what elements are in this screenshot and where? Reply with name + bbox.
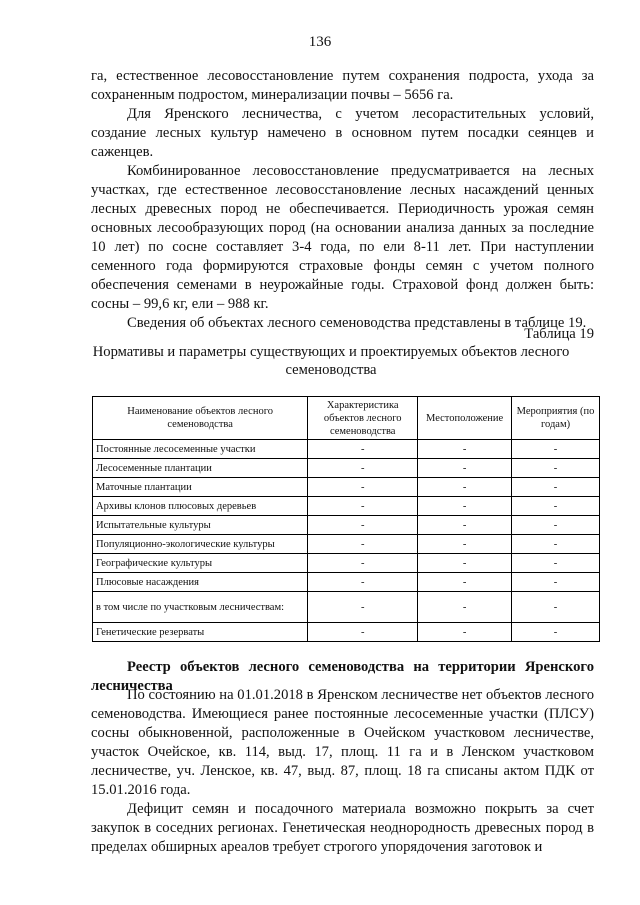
cell: - <box>418 623 512 642</box>
cell-name: Лесосеменные плантации <box>93 459 308 478</box>
cell: - <box>512 516 600 535</box>
body-text-top <box>91 67 594 333</box>
cell: - <box>418 459 512 478</box>
cell: - <box>512 440 600 459</box>
cell-name: Географические культуры <box>93 554 308 573</box>
cell: - <box>418 497 512 516</box>
cell: - <box>308 497 418 516</box>
header-name: Наименование объектов лесного семеноводства <box>93 397 308 440</box>
cell-name: Маточные плантации <box>93 478 308 497</box>
cell: - <box>308 623 418 642</box>
table-row <box>93 497 600 516</box>
table-row <box>93 554 600 573</box>
cell: - <box>418 516 512 535</box>
section-heading: Реестр объектов лесного семеноводства на территории Яренского лесничества <box>91 659 594 694</box>
cell-name: Популяционно-экологические культуры <box>93 535 308 554</box>
paragraph: Сведения об объектах лесного семеноводства представлены в таблице 19. <box>127 315 587 331</box>
cell: - <box>512 535 600 554</box>
paragraph: По состоянию на 01.01.2018 в Яренском лесничестве нет объектов лесного семеноводства. Имеющиеся ранее постоянные лесосеменные участки (ПЛСУ) сосны обыкновенной, расположенные в Очейском участковом лесничестве, участок Очейское, кв. 114, выд. 17, площ. 11 га и в Ленском участковом лесничестве, уч. Ленское, кв. 47, выд. 87, площ. 18 га списаны актом ПДК от 15.01.2016 года. <box>91 687 594 798</box>
cell: - <box>308 440 418 459</box>
table-row <box>93 459 600 478</box>
cell: - <box>418 440 512 459</box>
cell-name: Постоянные лесосеменные участки <box>93 440 308 459</box>
table-title: Нормативы и параметры существующих и проектируемых объектов лесного семеноводства <box>92 344 570 378</box>
cell: - <box>418 478 512 497</box>
cell: - <box>308 592 418 623</box>
cell: - <box>512 497 600 516</box>
cell: - <box>512 554 600 573</box>
table-row <box>93 440 600 459</box>
seed-objects-table <box>92 396 600 642</box>
table-header-row <box>93 397 600 440</box>
cell-name: Плюсовые насаждения <box>93 573 308 592</box>
cell: - <box>418 535 512 554</box>
paragraph: га, естественное лесовосстановление путем сохранения подроста, ухода за сохраненным подростом, минерализации почвы – 5656 га. <box>91 68 594 103</box>
page-number: 136 <box>308 34 332 50</box>
cell-name: Архивы клонов плюсовых деревьев <box>93 497 308 516</box>
body-text-bottom <box>91 686 594 857</box>
cell: - <box>418 573 512 592</box>
header-characteristics: Характеристика объектов лесного семеноводства <box>308 397 418 440</box>
table-row <box>93 516 600 535</box>
table-row <box>93 573 600 592</box>
cell-name: Генетические резерваты <box>93 623 308 642</box>
cell: - <box>512 623 600 642</box>
cell: - <box>512 573 600 592</box>
cell: - <box>308 459 418 478</box>
table-caption: Таблица 19 <box>524 326 594 342</box>
cell: - <box>418 554 512 573</box>
table-row <box>93 623 600 642</box>
table-row <box>93 478 600 497</box>
paragraph: Для Яренского лесничества, с учетом лесорастительных условий, создание лесных культур намечено в основном путем посадки сеянцев и саженцев. <box>91 106 594 160</box>
cell: - <box>308 554 418 573</box>
cell-name: Испытательные культуры <box>93 516 308 535</box>
cell: - <box>308 535 418 554</box>
cell: - <box>308 573 418 592</box>
paragraph: Дефицит семян и посадочного материала возможно покрыть за счет закупок в соседних регионах. Генетическая неоднородность древесных пород в пределах обширных ареалов требует строгого упорядочения заготовок и <box>91 801 594 855</box>
cell: - <box>512 592 600 623</box>
cell: - <box>512 459 600 478</box>
table-row <box>93 535 600 554</box>
cell: - <box>308 516 418 535</box>
cell: - <box>512 478 600 497</box>
cell: - <box>418 592 512 623</box>
header-measures: Мероприятия (по годам) <box>512 397 600 440</box>
cell-name: в том числе по участковым лесничествам: <box>93 592 308 623</box>
table-row <box>93 592 600 623</box>
header-location: Местоположение <box>418 397 512 440</box>
paragraph: Комбинированное лесовосстановление предусматривается на лесных участках, где естественное лесовосстановление лесных насаждений ценных лесных древесных пород не обеспечивается. Периодичность урожая семян основных лесообразующих пород (на основании анализа данных за последние 10 лет) по сосне составляет 3-4 года, по ели 8-11 лет. При наступлении семенного года формируются страховые фонды семян с учетом полного обеспечения семенами в неурожайные годы. Страховой фонд должен быть: сосны – 99,6 кг, ели – 988 кг. <box>91 163 594 312</box>
cell: - <box>308 478 418 497</box>
